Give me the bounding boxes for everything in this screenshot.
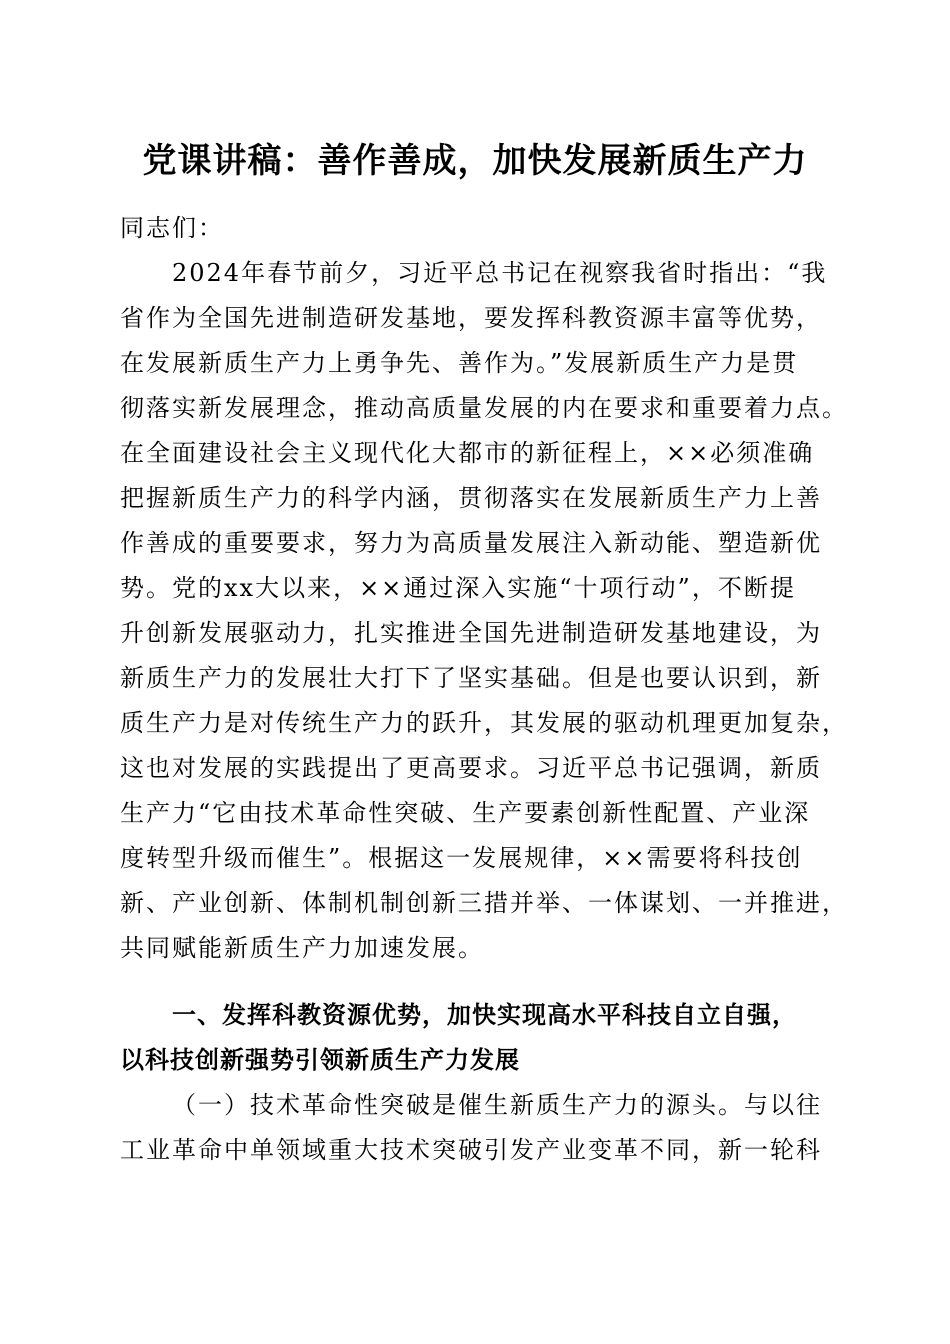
paragraph-line: 质生产力是对传统生产力的跃升，其发展的驱动机理更加复杂， [120, 709, 848, 737]
subparagraph-line: 工业革命中单领域重大技术突破引发产业变革不同，新一轮科 [120, 1136, 822, 1164]
paragraph-line: 度转型升级而催生”。根据这一发展规律，××需要将科技创 [120, 844, 803, 872]
paragraph-line: 这也对发展的实践提出了更高要求。习近平总书记强调，新质 [120, 754, 822, 782]
paragraph-line: 共同赋能新质生产力加速发展。 [120, 934, 484, 962]
salutation: 同志们： [120, 214, 224, 242]
paragraph-line: 势。党的xx大以来，××通过深入实施“十项行动”，不断提 [120, 574, 796, 602]
paragraph-line: 在全面建设社会主义现代化大都市的新征程上，××必须准确 [120, 439, 815, 467]
paragraph-line: 新、产业创新、体制机制创新三措并举、一体谋划、一并推进， [120, 889, 848, 917]
subparagraph-line: （一）技术革命性突破是催生新质生产力的源头。与以往 [172, 1091, 822, 1119]
paragraph-line: 省作为全国先进制造研发基地，要发挥科教资源丰富等优势， [120, 304, 822, 332]
subparagraph-1 [120, 1083, 836, 1173]
paragraph-line: 把握新质生产力的科学内涵，贯彻落实在发展新质生产力上善 [120, 484, 822, 512]
paragraph-line: 新质生产力的发展壮大打下了坚实基础。但是也要认识到，新 [120, 664, 822, 692]
heading-line: 一、发挥科教资源优势，加快实现高水平科技自立自强， [172, 1001, 797, 1029]
paragraph-line: 作善成的重要要求，努力为高质量发展注入新动能、塑造新优 [120, 529, 822, 557]
paragraph-line: 升创新发展驱动力，扎实推进全国先进制造研发基地建设，为 [120, 619, 822, 647]
paragraph-line: 生产力“它由技术革命性突破、生产要素创新性配置、产业深 [120, 799, 811, 827]
paragraph-line: 在发展新质生产力上勇争先、善作为。”发展新质生产力是贯 [120, 349, 799, 377]
section-heading-1 [120, 993, 836, 1083]
paragraph-intro [120, 251, 848, 971]
document-title: 党课讲稿：善作善成，加快发展新质生产力 [142, 141, 808, 181]
paragraph-line: 彻落实新发展理念，推动高质量发展的内在要求和重要着力点。 [120, 394, 848, 422]
paragraph-line: 2024年春节前夕，习近平总书记在视察我省时指出：“我 [172, 259, 828, 287]
heading-line: 以科技创新强势引领新质生产力发展 [120, 1046, 520, 1074]
